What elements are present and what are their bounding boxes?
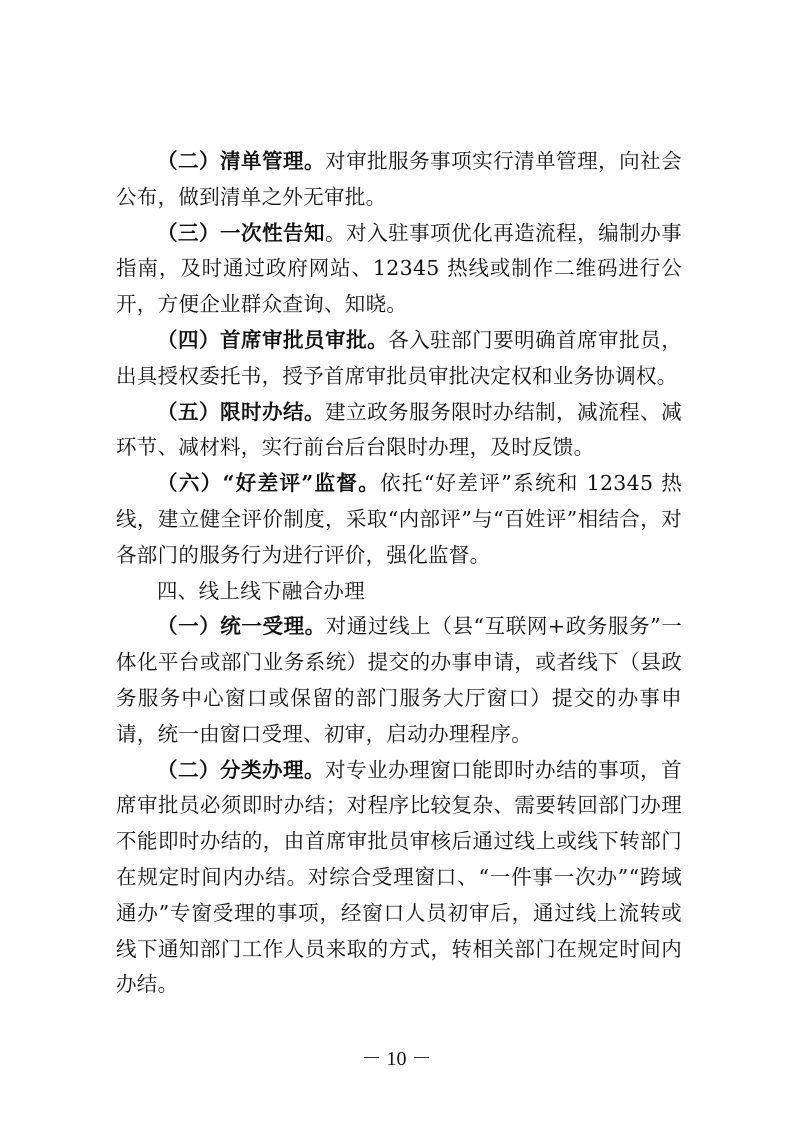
paragraph-text: 建立政务服务限时办结制，减流程、减环节、减材料，实行前台后台限时办理，及时反馈。 bbox=[116, 399, 682, 460]
paragraph-heading: （二）清单管理。 bbox=[157, 149, 326, 173]
paragraph-heading: （五）限时办结。 bbox=[157, 399, 326, 424]
paragraph-time-limit bbox=[116, 395, 682, 467]
paragraph-text: 对通过线上（县“互联网+政务服务”一体化平台或部门业务系统）提交的办事申请，或者线下（县政务服务中心窗口或保留的部门服务大厅窗口）提交的办事申请，统一由窗口受理、初审，启动办理程序。 bbox=[116, 614, 682, 746]
paragraph-one-time-notice bbox=[116, 216, 682, 323]
paragraph-text: 依托“好差评”系统和 12345 热线，建立健全评价制度，采取“内部评”与“百姓评”相结合，对各部门的服务行为进行评价，强化监督。 bbox=[116, 471, 682, 567]
paragraph-text: 对审批服务事项实行清单管理，向社会公布，做到清单之外无审批。 bbox=[116, 149, 682, 209]
paragraph-text: 对专业办理窗口能即时办结的事项，首席审批员必须即时办结；对程序比较复杂、需要转回部门办理不能即时办结的，由首席审批员审核后通过线上或线下转部门在规定时间内办结。对综合受理窗口、“一件事一次办”“跨域通办”专窗受理的事项，经窗口人员初审后，通过线上流转或线下通知部门工作人员来取的方式，转相关部门在规定时间内办结。 bbox=[116, 757, 682, 997]
paragraph-chief-approver bbox=[116, 323, 682, 395]
paragraph-unified-acceptance bbox=[116, 609, 682, 752]
paragraph-heading: （二）分类办理。 bbox=[157, 757, 326, 782]
paragraph-heading: （六）“好差评”监督。 bbox=[157, 471, 381, 496]
paragraph-heading: （四）首席审批员审批。 bbox=[157, 327, 389, 352]
paragraph-evaluation-supervision bbox=[116, 466, 682, 573]
paragraph-heading: （三）一次性告知 bbox=[157, 220, 326, 245]
paragraph-text: 。对入驻事项优化再造流程，编制办事指南，及时通过政府网站、12345 热线或制作二维码进行公开，方便企业群众查询、知晓。 bbox=[116, 220, 682, 317]
paragraph-classified-handling bbox=[116, 753, 682, 1004]
paragraph-list-management bbox=[116, 144, 682, 216]
paragraph-heading: （一）统一受理。 bbox=[157, 614, 326, 639]
paragraph-text: 各入驻部门要明确首席审批员，出具授权委托书，授予首席审批员审批决定权和业务协调权。 bbox=[116, 327, 682, 388]
document-body bbox=[116, 144, 682, 1003]
page-number: － 10 － bbox=[361, 1048, 432, 1070]
section-heading: 四、线上线下融合办理 bbox=[157, 578, 365, 603]
